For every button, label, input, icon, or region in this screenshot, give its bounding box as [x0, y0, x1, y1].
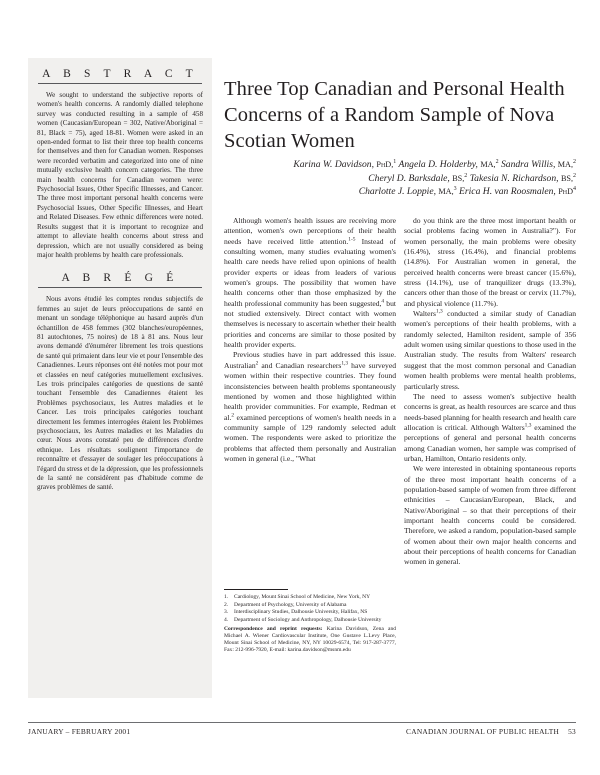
- affiliation-item: [224, 602, 396, 609]
- affiliation-number: 2.: [224, 601, 229, 608]
- author-name: Charlotte J. Loppie,: [358, 186, 436, 198]
- affiliation-item: [224, 594, 396, 601]
- footnotes-block: [224, 589, 396, 654]
- abstract-heading: A B S T R A C T: [38, 68, 202, 84]
- body-paragraph: do you think are the three most important health or social problems facing women in Australia?"). For women personally, the main problems were obesity (16.4%), stress (16.4%), and financial problems (14.8%). For Australian women in general, the perceived health concerns were breast cancer (15.6%), stress (14.1%), use of tranquilizer drugs (13.3%), cancers other than those of the breast or cervix (11.7%), and physical violence (11.7%).: [404, 216, 576, 308]
- body-column-left: [224, 216, 396, 464]
- author-degree: BS,: [560, 173, 573, 183]
- author-degree: PhD: [558, 187, 573, 197]
- body-paragraph: Walters$^{1,3}$ conducted a similar study of Canadian women's perceptions of their health problems, with a randomly selected, Hamilton resident, sample of 356 adult women using similar questions to those used in the Australian study. The results from Walters' research suggest that the most common personal and Canadian women health problems were mental health problems, particularly stress.: [404, 308, 576, 391]
- body-paragraph: We were interested in obtaining spontaneous reports of the three most important health concerns of a population-based sample of women from three different ethnicities – Caucasian/European, Black, and Native/Aboriginal – so that their perceptions of their important health concerns could be considered. Therefore, we asked a random, population-based sample of women about their own major health concerns and about their perceptions of health concerns for Canadian women in general.: [404, 464, 576, 567]
- affiliation-item: [224, 617, 396, 624]
- author-name: Erica H. van Roosmalen,: [459, 186, 556, 198]
- author-degree: MA,: [557, 160, 573, 169]
- footer-journal-name: CANADIAN JOURNAL OF PUBLIC HEALTH: [406, 727, 560, 736]
- author-name: Cheryl D. Barksdale,: [368, 172, 450, 184]
- correspondence-block: [224, 626, 396, 654]
- author-affiliation-marker: 3: [453, 186, 457, 192]
- footer-journal-group: [406, 727, 576, 736]
- body-paragraph: Previous studies have in part addressed this issue. Australian$^2$ and Canadian researchers$^{1,3}$ have surveyed women within their respective countries. They found inconsistencies between health problems spontaneously mentioned by women and those highlighted within health provider communities. For example, Redman et al.$^2$ examined perceptions of women's health needs in a community sample of 129 randomly selected adult women. The respondents were asked to prioritize the problems that affected them personally and Australian women in general (i.e., "What: [224, 350, 397, 463]
- author-name: Angela D. Holderby,: [398, 159, 478, 170]
- affiliation-item: [224, 609, 396, 616]
- author-degree: PhD,: [376, 160, 394, 169]
- author-degree: BS,: [452, 173, 465, 183]
- abstract-panel: [28, 58, 212, 698]
- footer-page-number: 53: [568, 727, 576, 736]
- author-name: Karina W. Davidson,: [293, 159, 374, 170]
- correspondence-label: Correspondence and reprint requests:: [224, 626, 323, 632]
- author-affiliation-marker: 2: [573, 172, 576, 179]
- article-title: Three Top Canadian and Personal Health Concerns of a Random Sample of Nova Scotian Women: [224, 77, 565, 152]
- abstract-text: We sought to understand the subjective reports of women's health concerns. A randomly dialled telephone survey was conducted resulting in a sample of 458 women (Caucasian/European = 302, Native/Aboriginal = 81, Black = 75), aged 18-81. Women were asked in an open-ended format to list their three top health concerns for themselves and then for Canadian women. Responses were recorded verbatim and categorized into one of nine mutually exclusive health concern categories. The three main health concerns for Canadian women were: Psychosocial Issues, Other Specific Illnesses, and Cancer. The three most important personal health concerns were Psychosocial Issues, Other Specific Illnesses, and Heart and Related Diseases. Few ethnic differences were noted. Results suggest that it is important to recognize and attempt to alleviate health concerns about stress and depression, which are not usually considered as being major health problems by health care professionals.: [37, 91, 203, 259]
- affiliation-number: 3.: [224, 609, 229, 615]
- footnote-rule: [224, 589, 288, 590]
- author-affiliation-marker: 4: [573, 186, 576, 192]
- author-line: [224, 158, 576, 172]
- affiliation-text: Interdisciplinary Studies, Dalhousie University, Halifax, NS: [234, 609, 368, 615]
- page-footer: [28, 727, 576, 736]
- abrege-text: Nous avons étudié les comptes rendus subjectifs de femmes au sujet de leurs préoccupations de santé en menant un sondage téléphonique au hasard auprès d'un échantillon de 458 femmes (302 blanches/européennes, 81 autochtones, 75 noires) de 18 à 81 ans. Nous leur avons demandé d'énumérer librement les trois questions de santé qui primaient dans leur vie et pour l'ensemble des Canadiennes. Leurs réponses ont été notées mot pour mot et classées en neuf catégories mutuellement exclusives. Les trois principales catégories de questions de santé touchant l'ensemble des Canadiennes étaient les Problèmes psychosociaux, les Autres maladies et le Cancer. Les trois principales catégories touchant directement les femmes interrogées étaient les Problèmes psychosociaux, les Autres maladies et les Maladies du cœur. Nous avons constaté peu de différences d'ordre ethnique. Les résultats soulignent l'importance de reconnaître et d'essayer de soulager les préoccupations à l'égard du stress et de la dépression, que les professionnels de la santé ne considèrent pas d'habitude comme de graves problèmes de santé.: [37, 295, 203, 492]
- author-byline: [224, 158, 576, 199]
- author-affiliation-marker: 1: [393, 158, 397, 165]
- author-line: [224, 185, 576, 199]
- affiliation-number: 4.: [224, 616, 229, 623]
- body-paragraph: Although women's health issues are receiving more attention, women's own perceptions of their health needs have received little attention.$^{1-5}$ Instead of consulting women, many studies evaluating women's health care needs have relied upon opinions of health provider experts or ideas from leaders of various women's groups. The possibility that women have health concerns other than those emphasized by the health professional community has been suggested,$^4$ but not studied extensively. Direct contact with women themselves is necessary to ascertain whether their health priorities and concerns are similar to those posited by health provider experts.: [224, 216, 396, 350]
- author-degree: MA,: [438, 187, 454, 197]
- body-column-right: [404, 216, 576, 568]
- author-line: [224, 172, 576, 186]
- author-name: Sandra Willis,: [500, 159, 556, 170]
- author-affiliation-marker: 2: [464, 172, 468, 179]
- affiliation-text: Department of Psychology, University of Alabama: [234, 601, 347, 608]
- body-paragraph: The need to assess women's subjective health concerns is great, as health resources are scarce and thus needs-based planning for health research and health care allocation is critical. Although Walters$^{1,3}$ examined the perceptions of general and personal health concerns among Canadian women, her sample was comprised of urban, Hamilton, Ontario residents only.: [404, 391, 576, 463]
- author-affiliation-marker: 2: [495, 158, 499, 165]
- author-affiliation-marker: 2: [573, 158, 576, 165]
- author-name: Takesia N. Richardson,: [469, 172, 559, 184]
- footer-issue-date: JANUARY – FEBRUARY 2001: [28, 727, 131, 736]
- affiliation-text: Cardiology, Mount Sinai School of Medicine, New York, NY: [234, 594, 371, 600]
- affiliation-number: 1.: [224, 594, 229, 600]
- abrege-heading: A B R É G É: [38, 272, 202, 288]
- footer-divider: [28, 722, 576, 723]
- affiliation-text: Department of Sociology and Anthropology, Dalhousie University: [234, 616, 382, 623]
- correspondence-text: Karina Davidson, Zena and Michael A. Wiener Cardiovascular Institute, One Gustave L.Levy Place, Mount Sinai School of Medicine, NY, NY 10029-6574, Tel: 917-287-3777, Fax: 212-996-7920, E-mail: karina.davidson@msnm.edu: [224, 626, 396, 653]
- author-degree: MA,: [480, 160, 496, 169]
